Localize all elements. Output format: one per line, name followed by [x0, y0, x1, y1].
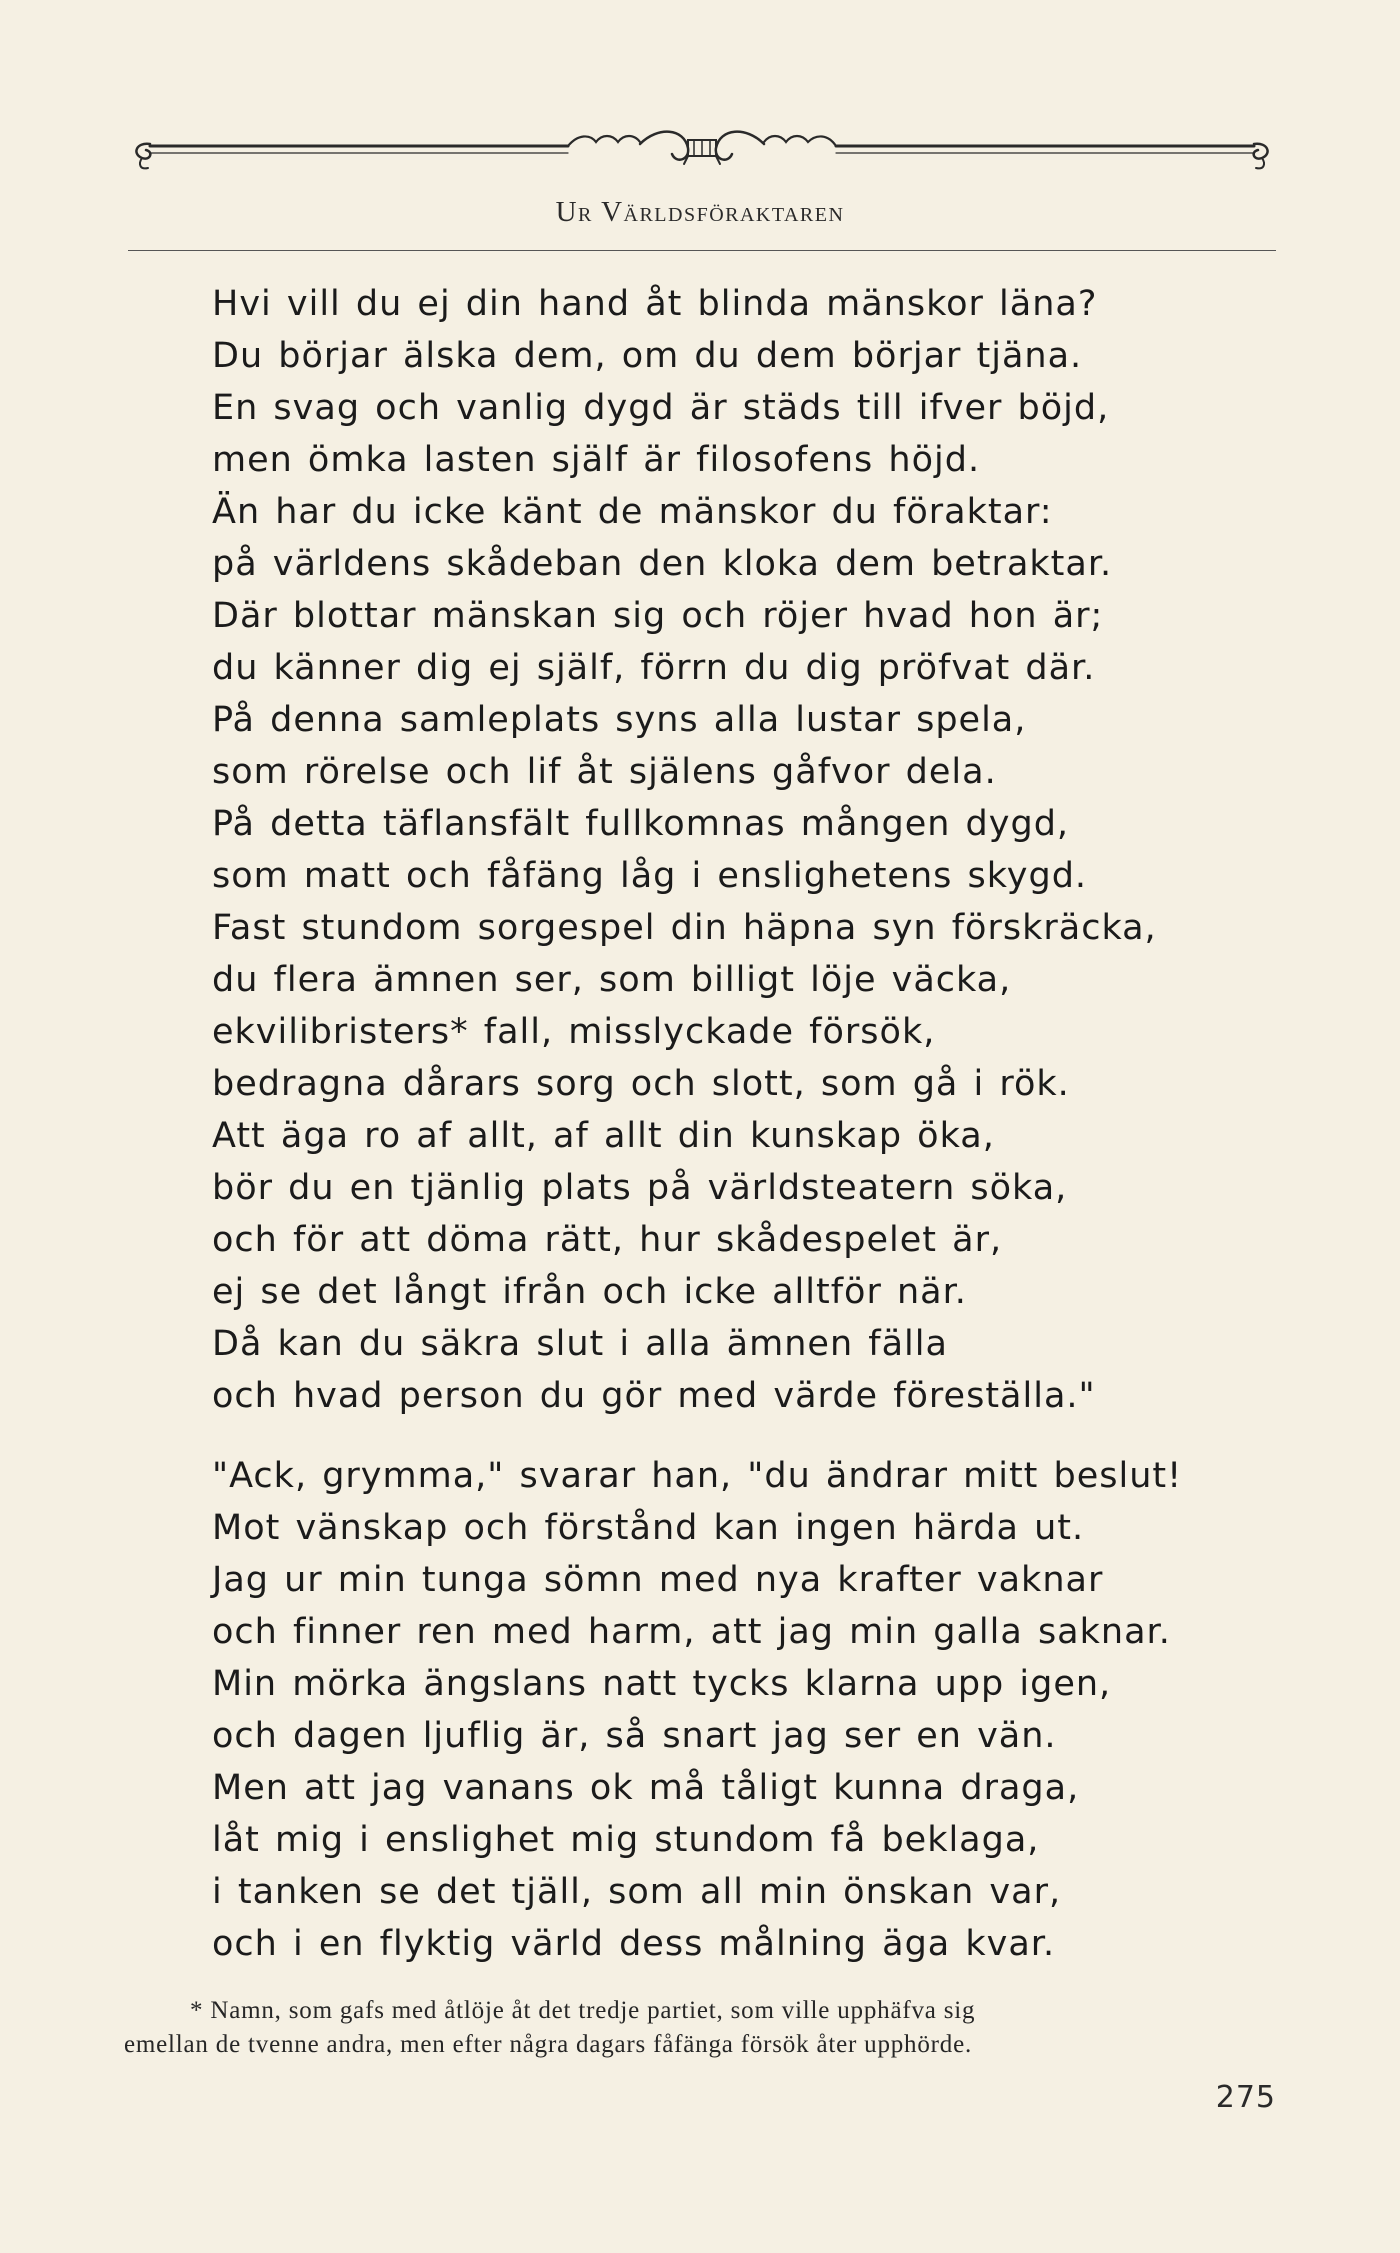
stanza-1 [212, 278, 1312, 1422]
verse-line: ekvilibristers* fall, misslyckade försök, [212, 1012, 936, 1052]
verse-line: Men att jag vanans ok må tåligt kunna draga, [212, 1768, 1080, 1808]
verse-line: Att äga ro af allt, af allt din kunskap öka, [212, 1116, 995, 1156]
verse-line: låt mig i enslighet mig stundom få beklaga, [212, 1820, 1040, 1860]
verse-line: ej se det långt ifrån och icke alltför när. [212, 1272, 967, 1312]
footnote [124, 1994, 1282, 2062]
verse-line: Hvi vill du ej din hand åt blinda mänskor läna? [212, 284, 1098, 324]
page-number: 275 [1215, 2080, 1276, 2115]
verse-line: som rörelse och lif åt själens gåfvor dela. [212, 752, 997, 792]
verse-line: Där blottar mänskan sig och röjer hvad hon är; [212, 596, 1104, 636]
verse-line: men ömka lasten själf är filosofens höjd. [212, 440, 981, 480]
verse-line: och hvad person du gör med värde föreställa." [212, 1376, 1096, 1416]
verse-line: På detta täflansfält fullkomnas mången dygd, [212, 804, 1070, 844]
verse-line: En svag och vanlig dygd är städs till ifver böjd, [212, 388, 1110, 428]
verse-line: Då kan du säkra slut i alla ämnen fälla [212, 1324, 948, 1364]
verse-line: du känner dig ej själf, förrn du dig pröfvat där. [212, 648, 1096, 688]
verse-line: och finner ren med harm, att jag min galla saknar. [212, 1612, 1171, 1652]
verse-line: bör du en tjänlig plats på världsteatern söka, [212, 1168, 1068, 1208]
verse-line: i tanken se det tjäll, som all min önskan var, [212, 1872, 1062, 1912]
verse-line: på världens skådeban den kloka dem betraktar. [212, 544, 1113, 584]
verse-line: och i en flyktig värld dess målning äga kvar. [212, 1924, 1056, 1964]
verse-line: Än har du icke känt de mänskor du föraktar: [212, 492, 1053, 532]
verse-line: du flera ämnen ser, som billigt löje väcka, [212, 960, 1012, 1000]
verse-line: Jag ur min tunga sömn med nya krafter vaknar [212, 1560, 1104, 1600]
verse-line: Du börjar älska dem, om du dem börjar tjäna. [212, 336, 1083, 376]
stanza-gap [212, 1422, 1312, 1450]
poem-body [212, 278, 1312, 1970]
verse-line: och för att döma rätt, hur skådespelet är, [212, 1220, 1003, 1260]
header-rule [128, 250, 1276, 251]
footnote-line: * Namn, som gafs med åtlöje åt det tredje partiet, som ville upphäfva sig [190, 1997, 976, 2024]
verse-line: Fast stundom sorgespel din häpna syn förskräcka, [212, 908, 1157, 948]
verse-line: På denna samleplats syns alla lustar spela, [212, 700, 1027, 740]
running-head: Ur Världsföraktaren [555, 196, 845, 228]
verse-line: och dagen ljuflig är, så snart jag ser en vän. [212, 1716, 1057, 1756]
verse-line: bedragna dårars sorg och slott, som gå i rök. [212, 1064, 1070, 1104]
verse-line: Mot vänskap och förstånd kan ingen härda ut. [212, 1508, 1085, 1548]
header-ornament [128, 128, 1276, 188]
verse-line: "Ack, grymma," svarar han, "du ändrar mitt beslut! [212, 1456, 1183, 1496]
stanza-2 [212, 1450, 1312, 1970]
footnote-line: emellan de tvenne andra, men efter några dagars fåfänga försök åter upphörde. [124, 2031, 973, 2058]
verse-line: som matt och fåfäng låg i enslighetens skygd. [212, 856, 1088, 896]
verse-line: Min mörka ängslans natt tycks klarna upp igen, [212, 1664, 1112, 1704]
